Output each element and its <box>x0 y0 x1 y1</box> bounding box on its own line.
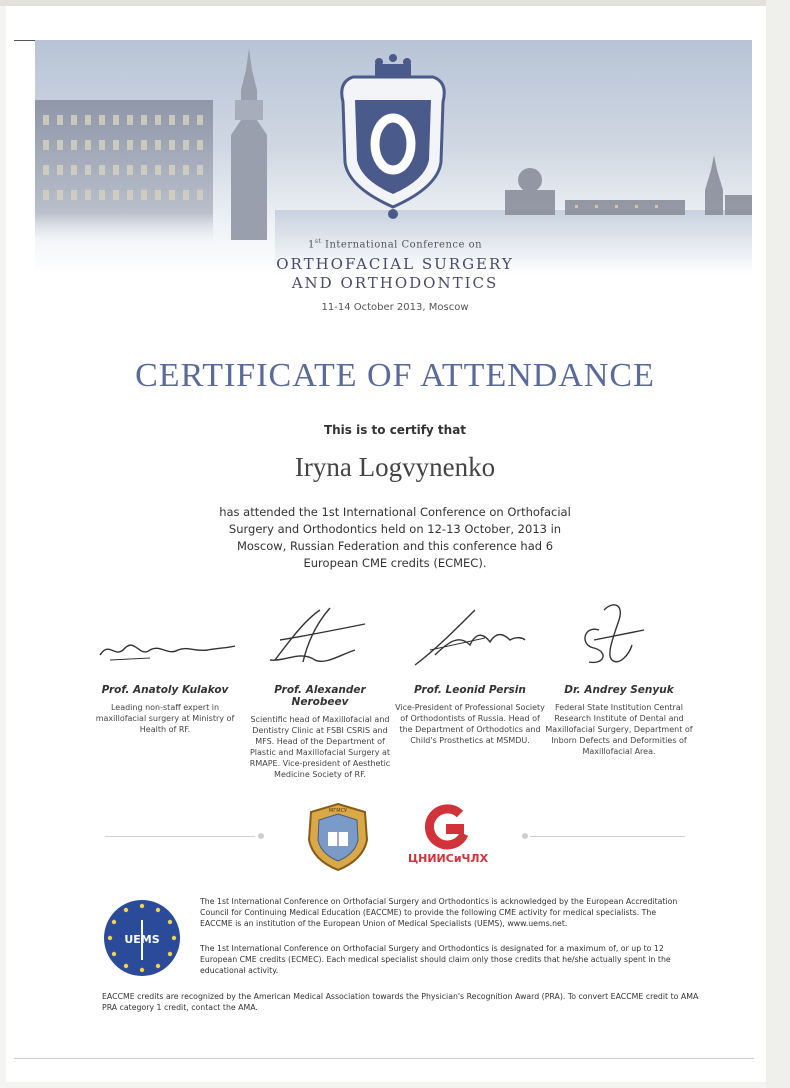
msmdu-seal-text: МГМСУ <box>328 808 348 814</box>
signatory-description: Scientific head of Maxillofacial and Dentistry Clinic at FSBI CSRIS and MFS. Head of the Department of Plastic and Maxillofacial Surgery at RMAPE. Vice-president of Aesthetic Medicine Society of RF. <box>249 715 391 779</box>
conference-emblem <box>342 54 445 219</box>
conference-date-location: 11-14 October 2013, Moscow <box>321 302 469 313</box>
signatory-name: Prof. Leonid Persin <box>414 684 526 696</box>
signatory-nerobeev <box>245 600 395 780</box>
divider-dot-left <box>258 833 264 839</box>
signature-nerobeev <box>245 600 395 670</box>
signature-persin <box>395 600 545 670</box>
footer-credits-text: The 1st International Conference on Orthofacial Surgery and Orthodontics is designated for a maximum of, or up to 12 European CME credits (ECMEC). Each medical specialist should claim only those credits that he/she actually spent in the educational activity. <box>200 944 671 975</box>
signatory-persin <box>395 600 545 746</box>
signatory-name: Prof. Anatoly Kulakov <box>101 684 229 696</box>
signature-kulakov <box>90 600 240 670</box>
signatory-description: Leading non-staff expert in maxillofacial surgery at Ministry of Health of RF. <box>95 703 235 734</box>
cniis-label: ЦНИИСиЧЛХ <box>407 852 489 865</box>
edition-number: 1 <box>307 239 315 251</box>
signatory-name: Prof. Alexander Nerobeev <box>274 684 366 708</box>
conference-line1: International Conference on <box>325 239 483 251</box>
uems-text: UEMS <box>124 933 160 946</box>
certificate-title: CERTIFICATE OF ATTENDANCE <box>135 357 655 394</box>
signatory-name: Dr. Andrey Senyuk <box>564 684 674 696</box>
edition-suffix: st <box>314 238 322 245</box>
bottom-border-line <box>14 1058 754 1059</box>
signatory-kulakov <box>90 600 240 735</box>
scan-right-edge <box>766 0 790 1088</box>
conference-title-line2: AND ORTHODONTICS <box>291 274 499 292</box>
signatory-senyuk <box>544 600 694 757</box>
divider-left <box>105 836 255 837</box>
signatory-description: Federal State Institution Central Research Institute of Dental and Maxillofacial Surgery, Department of Inborn Defects and Deformities of Maxillofacial Area. <box>545 703 693 756</box>
divider-right <box>530 836 685 837</box>
certificate-body: has attended the 1st International Conference on Orthofacial Surgery and Orthodontics held on 12-13 October, 2013 in Moscow, Russian Federation and this conference had 6 European CME credits (ECMEC). <box>219 505 571 570</box>
signature-senyuk <box>544 600 694 670</box>
footer-accreditation-text: The 1st International Conference on Orthofacial Surgery and Orthodontics is acknowledged by the European Accreditation Council for Continuing Medical Education (EACCME) to provide the following CME activity for medical specialists. The EACCME is an institution of the European Union of Medical Specialists (UEMS), www.uems.net. <box>200 897 678 928</box>
frame-mark <box>14 40 36 41</box>
signatory-description: Vice-President of Professional Society of Orthodontists of Russia. Head of the Department of Orthodotics and Child's Prosthetics at MSMDU. <box>395 703 545 745</box>
msmdu-seal-logo <box>303 800 373 872</box>
cniis-logo <box>424 804 472 850</box>
recipient-name: Iryna Logvynenko <box>294 452 496 482</box>
footer-ama-text: EACCME credits are recognized by the American Medical Association towards the Physician's Recognition Award (PRA). To convert EACCME credit to AMA PRA category 1 credit, contact the AMA. <box>102 992 699 1012</box>
conference-ordinal <box>0 238 790 250</box>
conference-title-line1: ORTHOFACIAL SURGERY <box>276 255 514 273</box>
uems-logo <box>102 898 182 978</box>
certify-line: This is to certify that <box>323 423 467 437</box>
divider-dot-right <box>522 833 528 839</box>
